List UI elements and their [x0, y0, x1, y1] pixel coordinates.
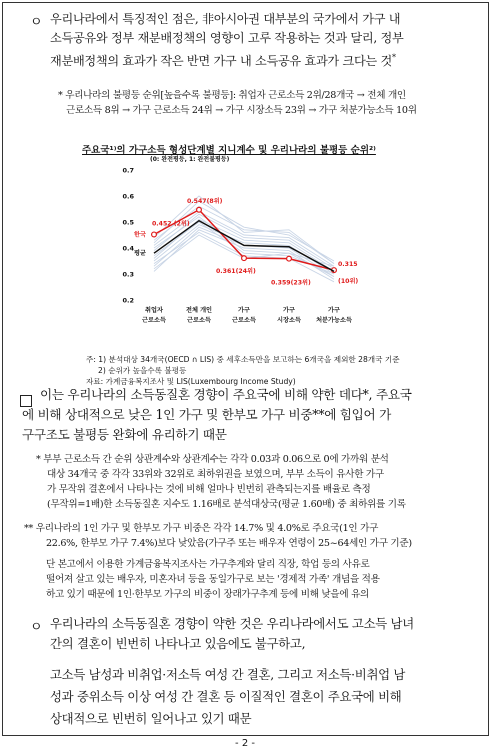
- x-tick-label: 처분가능소득: [316, 317, 352, 324]
- korea-point: [287, 256, 292, 261]
- paragraph-line: 상대적으로 빈번히 일어나고 있기 때문: [50, 711, 252, 726]
- chart-title: 주요국¹⁾의 가구소득 형성단계별 지니계수 및 우리나라의 불평등 순위²⁾: [82, 145, 376, 156]
- paragraph-3: [50, 614, 480, 654]
- x-tick-label: 근로소득: [187, 317, 211, 324]
- paragraph-line: 간의 결혼이 빈번히 나타나고 있음에도 불구하고,: [50, 636, 306, 651]
- x-tick-label: 시장소득: [277, 317, 301, 324]
- data-label: 0.359(23위): [271, 279, 311, 287]
- chart-source: 자료: 가계금융복지조사 및 LIS(Luxembourg Income Study): [86, 377, 296, 386]
- footnote-line: 단 본고에서 이용한 가계금융복지조사는 가구추계와 달리 직장, 학업 등의 사유로: [46, 559, 370, 570]
- page-number: - 2 -: [235, 738, 255, 749]
- paragraph-line: 구구조도 불평등 완화에 유리하기 때문: [22, 427, 227, 442]
- footnote-3: [24, 521, 484, 602]
- footnote-line: 떨어져 살고 있는 배우자, 미혼자녀 등을 동일가구로 보는 '경제적 가족' 개념을 적용: [46, 574, 380, 585]
- x-tick-label: 가구: [328, 307, 340, 314]
- paragraph-line: 우리나라의 소득동질혼 경향이 약한 것은 우리나라에서도 고소득 남녀: [50, 616, 414, 631]
- paragraph-line: 소득공유와 정부 재분배정책의 영향이 고루 작용하는 것과 달리, 정부: [50, 31, 404, 45]
- data-label: (10위): [338, 278, 359, 286]
- series-label-average: 평균: [134, 250, 146, 258]
- footnote-2: [36, 452, 482, 512]
- footnote-line: 하고 있기 때문에 1인·한부모 가구의 비중이 장래가구추계 등에 비해 낮을에 유의: [46, 589, 370, 600]
- y-tick-label: 0.4: [122, 244, 134, 253]
- x-tick-label: 취업자: [145, 307, 163, 314]
- korea-point: [242, 256, 247, 261]
- paragraph-4: [50, 664, 482, 730]
- korea-point: [197, 207, 202, 212]
- footnote-line: 근로소득 8위 → 가구 근로소득 24위 → 가구 시장소득 23위 → 가구 처분가능소득 10위: [66, 105, 417, 116]
- paragraph-2: [22, 385, 482, 445]
- data-label: 0.315: [338, 261, 358, 269]
- korea-point: [152, 232, 157, 237]
- footnote-line: ** 우리나라의 1인 가구 및 한부모 가구 비중은 각각 14.7% 및 4.0%로 주요국(1인 가구: [24, 523, 379, 534]
- line-chart: [98, 152, 368, 352]
- series-label-korea: 한국: [134, 231, 146, 239]
- bullet-circle: ㅇ: [30, 15, 43, 30]
- paragraph-1: [50, 10, 480, 71]
- x-tick-label: 가구: [238, 307, 250, 314]
- paragraph-line: 이는 우리나라의 소득동질혼 경향이 주요국에 비해 약한 데다*, 주요국: [40, 387, 412, 402]
- y-tick-label: 0.7: [122, 166, 134, 175]
- paragraph-line: 성과 중위소득 이상 여성 간 결혼 등 이질적인 결혼이 주요국에 비해: [50, 689, 402, 704]
- footnote-line: 22.6%, 한부모 가구 7.4%)보다 낮았음(가구주 또는 배우자 연령이 25~64세인 가구 기준): [46, 538, 412, 549]
- data-label: 0.452 (2위): [152, 220, 190, 228]
- footnote-1: [58, 88, 483, 118]
- x-tick-label: 전체 개인: [185, 307, 213, 314]
- y-tick-label: 0.6: [122, 192, 134, 201]
- y-tick-label: 0.5: [122, 218, 134, 227]
- chart-subtitle: (0: 완전평등, 1: 완전불평등): [150, 156, 230, 163]
- x-tick-label: 근로소득: [142, 317, 166, 324]
- data-label: 0.361(24위): [216, 268, 256, 276]
- data-label: 0.547(8위): [187, 197, 223, 205]
- footnote-line: 가 무작위 결혼에서 나타나는 것에 비해 얼마나 빈번히 관측되는지를 배율로 측정: [47, 484, 371, 495]
- paragraph-line: 재분배정책의 효과가 작은 반면 가구 내 소득공유 효과가 크다는 것*: [50, 53, 396, 69]
- footnote-line: * 부부 근로소득 간 순위 상관계수와 상관계수는 각각 0.03과 0.06으로 0에 가까워 분석: [36, 454, 389, 465]
- x-tick-label: 가구: [283, 307, 295, 314]
- paragraph-line: 에 비해 상대적으로 낮은 1인 가구 및 한부모 가구 비중**에 힘입어 가: [22, 407, 391, 422]
- bullet-circle: ㅇ: [30, 620, 43, 635]
- x-tick-label: 근로소득: [232, 317, 256, 324]
- y-tick-label: 0.3: [122, 270, 134, 279]
- footnote-line: 대상 34개국 중 각각 33위와 32위로 최하위권을 보였으며, 부부 소득이 유사한 가구: [47, 469, 384, 480]
- chart-note-1: 주: 1) 분석대상 34개국(OECD ∩ LIS) 중 세후소득만을 보고하는 6개국을 제외한 28개국 기준: [86, 355, 400, 364]
- paragraph-line: 고소득 남성과 비취업·저소득 여성 간 결혼, 그리고 저소득·비취업 남: [50, 667, 406, 682]
- y-tick-label: 0.2: [122, 296, 134, 305]
- paragraph-line: 우리나라에서 특징적인 점은, 非아시아권 대부분의 국가에서 가구 내: [50, 12, 401, 26]
- footnote-line: (무작위=1배)한 소득동질혼 지수도 1.16배로 분석대상국(평균 1.60배) 중 최하위를 기록: [47, 499, 406, 510]
- chart-notes: [86, 354, 400, 387]
- chart-note-2: 2) 순위가 높을수록 불평등: [98, 366, 187, 375]
- footnote-line: * 우리나라의 불평등 순위[높을수록 불평등]: 취업자 근로소득 2위/28개국 → 전체 개인: [58, 90, 406, 101]
